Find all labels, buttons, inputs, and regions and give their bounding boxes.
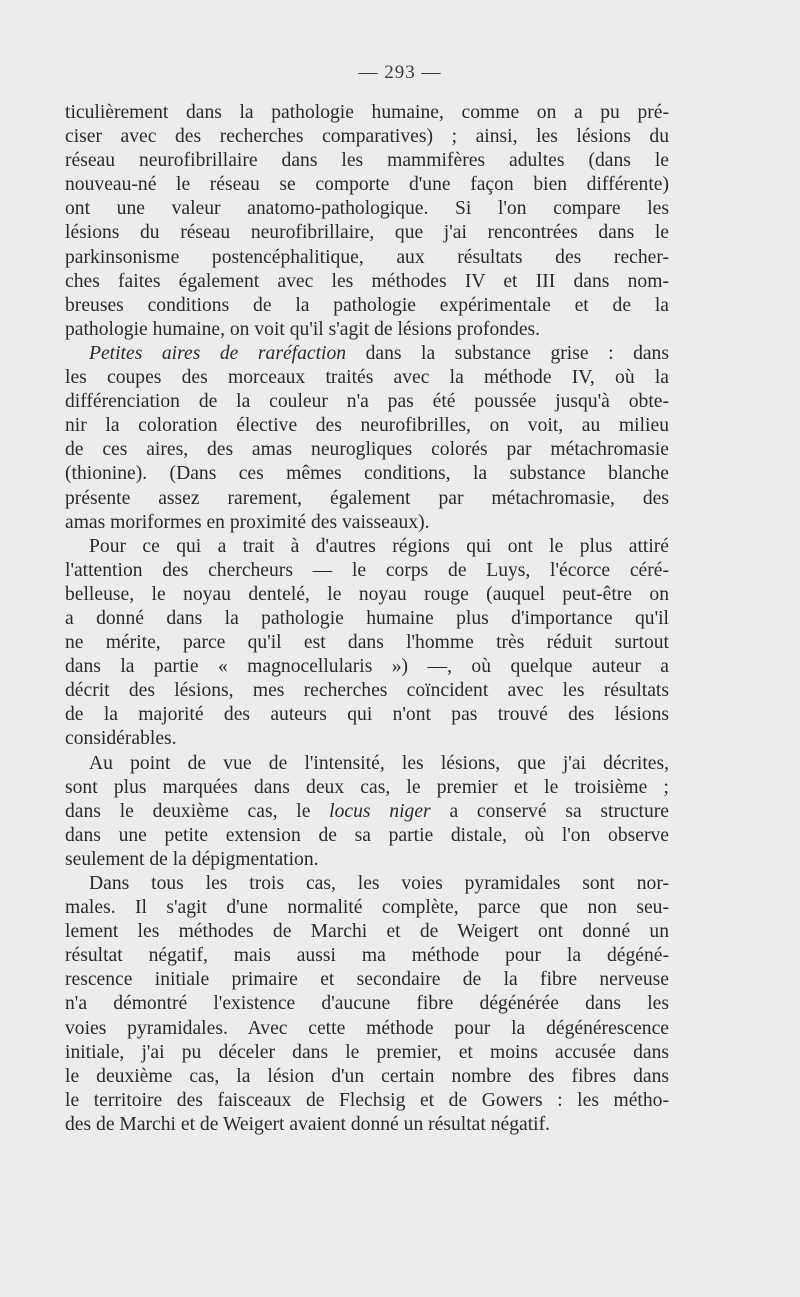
- text-run: n'a démontré l'existence d'aucune fibre dégénérée dans les: [65, 993, 669, 1015]
- paragraph: [65, 101, 669, 342]
- text-run: l'attention des chercheurs — le corps de Luys, l'écorce céré-: [65, 559, 669, 581]
- text-run: de ces aires, des amas neurogliques colorés par métachromasie: [65, 439, 669, 461]
- text-run: considérables.: [65, 728, 177, 750]
- text-run: voies pyramidales. Avec cette méthode pour la dégénérescence: [65, 1017, 669, 1039]
- text-run: différenciation de la couleur n'a pas été poussée jusqu'à obte-: [65, 391, 669, 413]
- italic-term: Petites aires de raréfaction: [89, 342, 347, 364]
- paragraph: [65, 535, 669, 752]
- text-run: résultat négatif, mais aussi ma méthode pour la dégéné-: [65, 945, 669, 967]
- text-line: [65, 559, 669, 583]
- text-run: dans une petite extension de sa partie distale, où l'on observe: [65, 824, 669, 846]
- text-line: [65, 246, 669, 270]
- text-run: ches faites également avec les méthodes IV et III dans nom-: [65, 270, 669, 292]
- text-run: Au point de vue de l'intensité, les lésions, que j'ai décrites,: [89, 752, 669, 774]
- text-line: [65, 270, 669, 294]
- text-run: Dans tous les trois cas, les voies pyramidales sont nor-: [89, 873, 669, 894]
- text-line: [65, 776, 669, 800]
- text-run: décrit des lésions, mes recherches coïncident avec les résultats: [65, 680, 669, 702]
- text-line: [65, 944, 669, 968]
- text-line: [65, 1041, 669, 1065]
- text-run: breuses conditions de la pathologie expérimentale et de la: [65, 294, 669, 316]
- text-line: [65, 1113, 669, 1137]
- text-line: [65, 920, 669, 944]
- text-run: le deuxième cas, la lésion d'un certain nombre des fibres dans: [65, 1065, 669, 1087]
- text-run: dans le deuxième cas, le: [65, 800, 330, 822]
- text-line: [65, 703, 669, 727]
- text-run: réseau neurofibrillaire dans les mammifères adultes (dans le: [65, 150, 669, 172]
- text-line: [65, 583, 669, 607]
- text-run: initiale, j'ai pu déceler dans le premier, et moins accusée dans: [65, 1041, 669, 1063]
- text-line: [65, 294, 669, 318]
- text-line: [65, 462, 669, 486]
- paragraph: [65, 342, 669, 535]
- text-line: [65, 535, 669, 559]
- text-line: [65, 631, 669, 655]
- text-line: [65, 414, 669, 438]
- text-line: [65, 101, 669, 125]
- text-run: sont plus marquées dans deux cas, le premier et le troisième ;: [65, 776, 669, 798]
- body-text: [65, 101, 669, 1137]
- text-line: [65, 679, 669, 703]
- text-line: [65, 607, 669, 631]
- text-run: parkinsonisme postencéphalitique, aux résultats des recher-: [65, 246, 669, 268]
- text-line: [65, 896, 669, 920]
- text-run: a conservé sa structure: [430, 800, 669, 822]
- text-run: amas moriformes en proximité des vaisseaux).: [65, 511, 430, 533]
- text-run: les coupes des morceaux traités avec la méthode IV, où la: [65, 367, 669, 389]
- text-line: [65, 727, 669, 751]
- paragraph: [65, 752, 669, 872]
- text-line: [65, 968, 669, 992]
- text-line: [65, 992, 669, 1016]
- text-line: [65, 197, 669, 221]
- text-line: [65, 872, 669, 896]
- text-run: ont une valeur anatomo-pathologique. Si l'on compare les: [65, 198, 669, 220]
- text-run: belleuse, le noyau dentelé, le noyau rouge (auquel peut-être on: [65, 583, 669, 605]
- text-run: dans la substance grise : dans: [346, 342, 669, 364]
- text-line: [65, 752, 669, 776]
- text-run: (thionine). (Dans ces mêmes conditions, la substance blanche: [65, 463, 669, 485]
- text-line: [65, 1017, 669, 1041]
- text-line: [65, 655, 669, 679]
- text-line: [65, 366, 669, 390]
- text-run: rescence initiale primaire et secondaire de la fibre nerveuse: [65, 969, 669, 991]
- text-line: [65, 824, 669, 848]
- text-line: [65, 800, 669, 824]
- page-number: — 293 —: [358, 62, 442, 83]
- text-line: [65, 221, 669, 245]
- text-line: [65, 149, 669, 173]
- text-line: [65, 173, 669, 197]
- text-run: dans la partie « magnocellularis ») —, où quelque auteur a: [65, 656, 669, 678]
- text-line: [65, 848, 669, 872]
- text-line: [65, 390, 669, 414]
- text-run: males. Il s'agit d'une normalité complète, parce que non seu-: [65, 897, 669, 919]
- text-line: [65, 438, 669, 462]
- text-run: des de Marchi et de Weigert avaient donné un résultat négatif.: [65, 1113, 551, 1135]
- text-run: de la majorité des auteurs qui n'ont pas trouvé des lésions: [65, 704, 669, 726]
- text-line: [65, 487, 669, 511]
- text-run: a donné dans la pathologie humaine plus d'importance qu'il: [65, 607, 669, 629]
- text-line: [65, 342, 669, 366]
- text-line: [65, 1089, 669, 1113]
- text-run: Pour ce qui a trait à d'autres régions qui ont le plus attiré: [89, 535, 669, 557]
- text-run: nouveau-né le réseau se comporte d'une façon bien différente): [65, 174, 669, 196]
- text-run: présente assez rarement, également par métachromasie, des: [65, 487, 669, 509]
- text-run: lésions du réseau neurofibrillaire, que j'ai rencontrées dans le: [65, 222, 669, 244]
- text-run: le territoire des faisceaux de Flechsig et de Gowers : les métho-: [65, 1089, 669, 1111]
- text-run: nir la coloration élective des neurofibrilles, on voit, au milieu: [65, 415, 669, 437]
- paragraph: [65, 872, 669, 1137]
- text-line: [65, 511, 669, 535]
- text-run: lement les méthodes de Marchi et de Weigert ont donné un: [65, 921, 669, 943]
- text-run: ciser avec des recherches comparatives) ; ainsi, les lésions du: [65, 126, 669, 148]
- text-line: [65, 125, 669, 149]
- text-run: pathologie humaine, on voit qu'il s'agit de lésions profondes.: [65, 318, 541, 340]
- text-run: ticulièrement dans la pathologie humaine, comme on a pu pré-: [65, 102, 669, 123]
- text-line: [65, 1065, 669, 1089]
- text-run: seulement de la dépigmentation.: [65, 848, 319, 870]
- italic-term: locus niger: [329, 800, 431, 822]
- text-run: ne mérite, parce qu'il est dans l'homme très réduit surtout: [65, 632, 669, 654]
- text-line: [65, 318, 669, 342]
